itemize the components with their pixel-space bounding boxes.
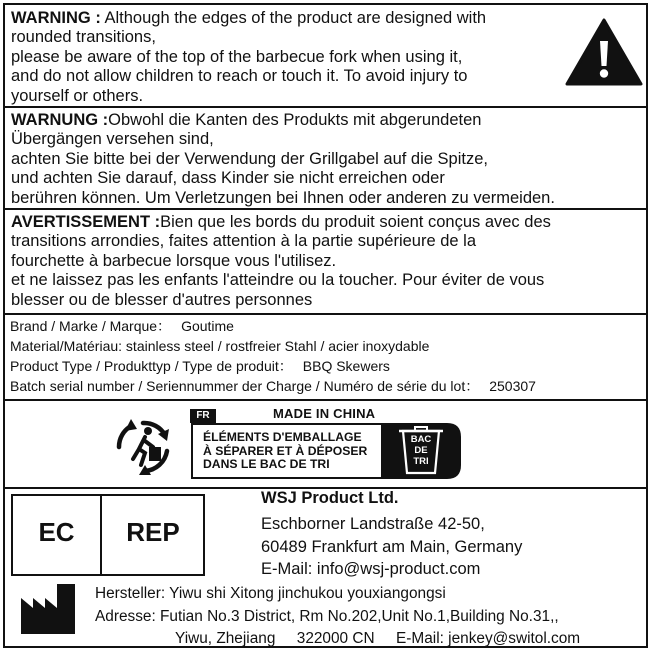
ec-rep-company: WSJ Product Ltd. [261,489,399,507]
batch-row [10,376,646,396]
product-type-label: Product Type / Produkttyp / Type de produit： [10,358,293,374]
manufacturer-city-email: Yiwu, Zhejiang 322000 CN E-Mail: jenkey@switol.com [175,630,581,647]
warning-en-line: Although the edges of the product are designed with [100,9,487,27]
warning-en-line: and do not allow children to reach or touch it. To avoid injury to [11,67,468,86]
manufacturer-factory-icon [19,582,79,634]
warning-fr-section [5,209,646,313]
rep-label: REP [126,517,180,547]
brand-label: Brand / Marke / Marque： [10,318,172,334]
product-type-value: BBQ Skewers [302,358,390,374]
sorting-info-text [203,431,367,472]
sorting-line: DANS LE BAC DE TRI [203,457,330,472]
ec-label: EC [38,517,75,547]
product-info-section [5,315,646,398]
warning-de-section [5,107,646,209]
batch-value: 250307 [489,378,536,394]
material-label: Material/Matériau: stainless steel / rostfreier Stahl / acier inoxydable [10,338,430,354]
material-row [10,336,646,356]
ec-rep-street: Eschborner Landstraße 42-50, [261,515,485,533]
warning-fr-line: transitions arrondies, faites attention à la partie supérieure de la [11,232,477,251]
recycling-section [5,401,646,487]
bin-text-line: DE [414,445,428,456]
manufacturer-address: Adresse: Futian No.3 District, Rm No.202,Unit No.1,Building No.31,, [95,608,559,625]
warning-en-line: yourself or others. [11,86,144,105]
warning-fr-line: et ne laissez pas les enfants l'atteindre ou la toucher. Pour éviter de vous [11,271,545,290]
product-type-row [10,356,646,376]
recycle-person-icon [109,413,177,481]
warning-de-line: berühren können. Um Verletzungen bei Ihnen oder anderen zu vermeiden. [11,188,555,207]
warning-fr-line: fourchette à barbecue lorsque vous l'utilisez. [11,251,337,270]
warning-en-section [5,5,646,106]
warning-fr-label: AVERTISSEMENT : [11,213,161,231]
bin-text-line: BAC [410,434,432,445]
warning-en-label: WARNING : [11,9,101,27]
bin-text-line: TRI [413,456,429,467]
warning-de-line: achten Sie bitte bei der Verwendung der Grillgabel auf die Spitze, [11,149,488,168]
sorting-line: ÉLÉMENTS D'EMBALLAGE [203,430,362,444]
warning-fr-line: blesser ou de blesser d'autres personnes [11,290,313,309]
label-frame [3,3,648,648]
warning-en-line: rounded transitions, [11,28,156,47]
fr-tag: FR [190,409,216,423]
batch-label: Batch serial number / Seriennummer der Charge / Numéro de série du lot： [10,378,480,394]
warning-de-line: und achten Sie darauf, dass Kinder sie nicht erreichen oder [11,169,445,188]
ec-rep-email: E-Mail: info@wsj-product.com [261,560,481,578]
sorting-line: À SÉPARER ET À DÉPOSER [203,443,368,458]
bin-text [405,434,437,467]
warning-de-label: WARNUNG : [11,111,109,129]
warning-en-line: please be aware of the top of the barbecue fork when using it, [11,47,463,66]
warning-de-line: Obwohl die Kanten des Produkts mit abgerundeten [108,111,482,129]
brand-row [10,316,646,336]
brand-value: Goutime [181,318,234,334]
warning-triangle-icon [565,17,643,87]
made-in-china: MADE IN CHINA [273,406,376,421]
warning-fr-line: Bien que les bords du produit soient conçus avec des [160,213,551,231]
manufacturer-name: Hersteller: Yiwu shi Xitong jinchukou youxiangongsi [95,585,446,602]
ec-rep-city: 60489 Frankfurt am Main, Germany [261,538,523,556]
warning-de-line: Übergängen versehen sind, [11,130,214,149]
